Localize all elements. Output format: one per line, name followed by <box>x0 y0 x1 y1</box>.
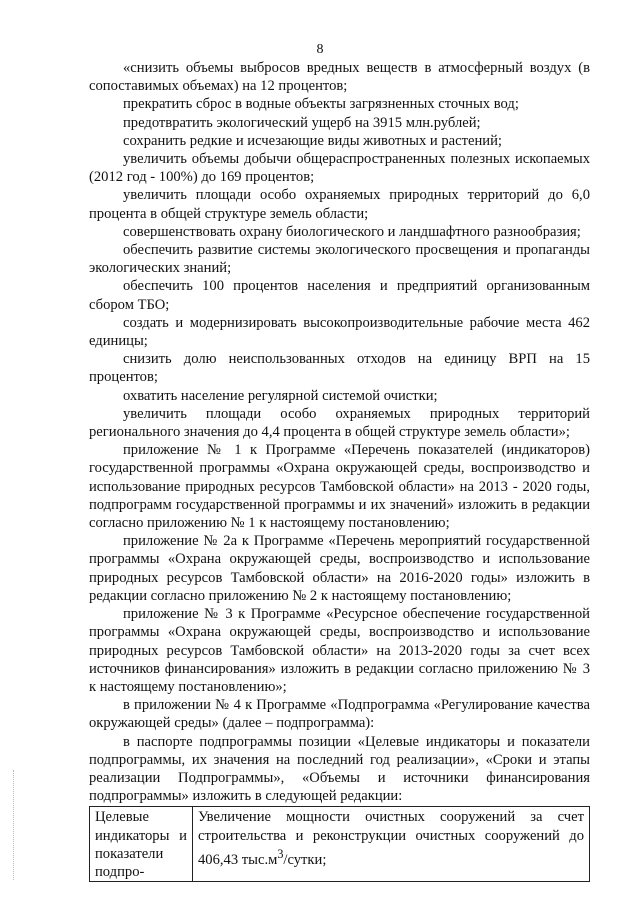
paragraph: «снизить объемы выбросов вредных веществ в атмосферный воздух (в сопоставимых объемах) на 12 процентов; <box>89 60 590 95</box>
margin-scan-artifact <box>13 770 16 880</box>
paragraph: обеспечить развитие системы экологического просвещения и пропаганды экологических знаний; <box>89 242 590 277</box>
table-cell-indicator-name: Целевые индикаторы и показатели подпро- <box>90 807 193 882</box>
paragraph: охватить население регулярной системой очистки; <box>123 387 438 404</box>
page-number: 8 <box>316 42 324 57</box>
paragraph: приложение № 3 к Программе «Ресурсное обеспечение государственной программы «Охрана окружающей среды, воспроизводство и использование природных ресурсов Тамбовской области» на 2013-2020 годы за счет всех источников финансирования» изложить в редакции согласно приложению № 3 к настоящему постановлению»; <box>89 606 590 695</box>
table-cell-indicator-value <box>193 807 590 882</box>
paragraph: совершенствовать охрану биологического и ландшафтного разнообразия; <box>123 223 581 240</box>
paragraph: сохранить редкие и исчезающие виды животных и растений; <box>123 132 502 149</box>
paragraph: приложение № 2а к Программе «Перечень мероприятий государственной программы «Охрана окружающей среды, воспроизводство и использование природных ресурсов Тамбовской области» на 2016-2020 годы» изложить в редакции согласно приложению № 2 к настоящему постановлению; <box>89 533 590 604</box>
document-body <box>89 59 590 882</box>
superscript: 3 <box>277 846 284 861</box>
paragraph: приложение № 1 к Программе «Перечень показателей (индикаторов) государственной программы «Охрана окружающей среды, воспроизводство и использование природных ресурсов Тамбовской области» на 2013 - 2020 годы, подпрограмм государственной программы и их значений» изложить в редакции согласно приложению № 1 к настоящему постановлению; <box>89 442 590 532</box>
paragraph: создать и модернизировать высокопроизводительные рабочие места 462 единицы; <box>89 314 590 350</box>
paragraph: обеспечить 100 процентов населения и предприятий организованным сбором ТБО; <box>89 278 590 313</box>
paragraph: увеличить объемы добычи общераспространенных полезных ископаемых (2012 год - 100%) до 169 процентов; <box>89 151 590 186</box>
paragraph: предотвратить экологический ущерб на 3915 млн.рублей; <box>123 114 481 131</box>
paragraph: в паспорте подпрограммы позиции «Целевые индикаторы и показатели подпрограммы, их значения на последний год реализации», «Сроки и этапы реализации Подпрограммы», «Объемы и источники финансирования подпрограммы» изложить в следующей редакции: <box>89 733 590 805</box>
indicator-value-text: Увеличение мощности очистных сооружений за счет строительства и реконструкции очистных сооружений до 406,43 тыс.м <box>198 809 584 868</box>
paragraph: снизить долю неиспользованных отходов на единицу ВРП на 15 процентов; <box>89 351 590 386</box>
paragraph: увеличить площади особо охраняемых природных территорий регионального значения до 4,4 процента в общей структуре земель области»; <box>89 405 590 441</box>
table-row <box>90 807 590 882</box>
paragraph: в приложении № 4 к Программе «Подпрограмма «Регулирование качества окружающей среды» (далее – подпрограмма): <box>89 697 590 732</box>
paragraph: прекратить сброс в водные объекты загрязненных сточных вод; <box>123 96 519 113</box>
paragraph: увеличить площади особо охраняемых природных территорий до 6,0 процента в общей структуре земель области; <box>89 187 590 222</box>
passport-table <box>89 806 590 882</box>
indicator-value-unit: /сутки; <box>283 851 327 868</box>
